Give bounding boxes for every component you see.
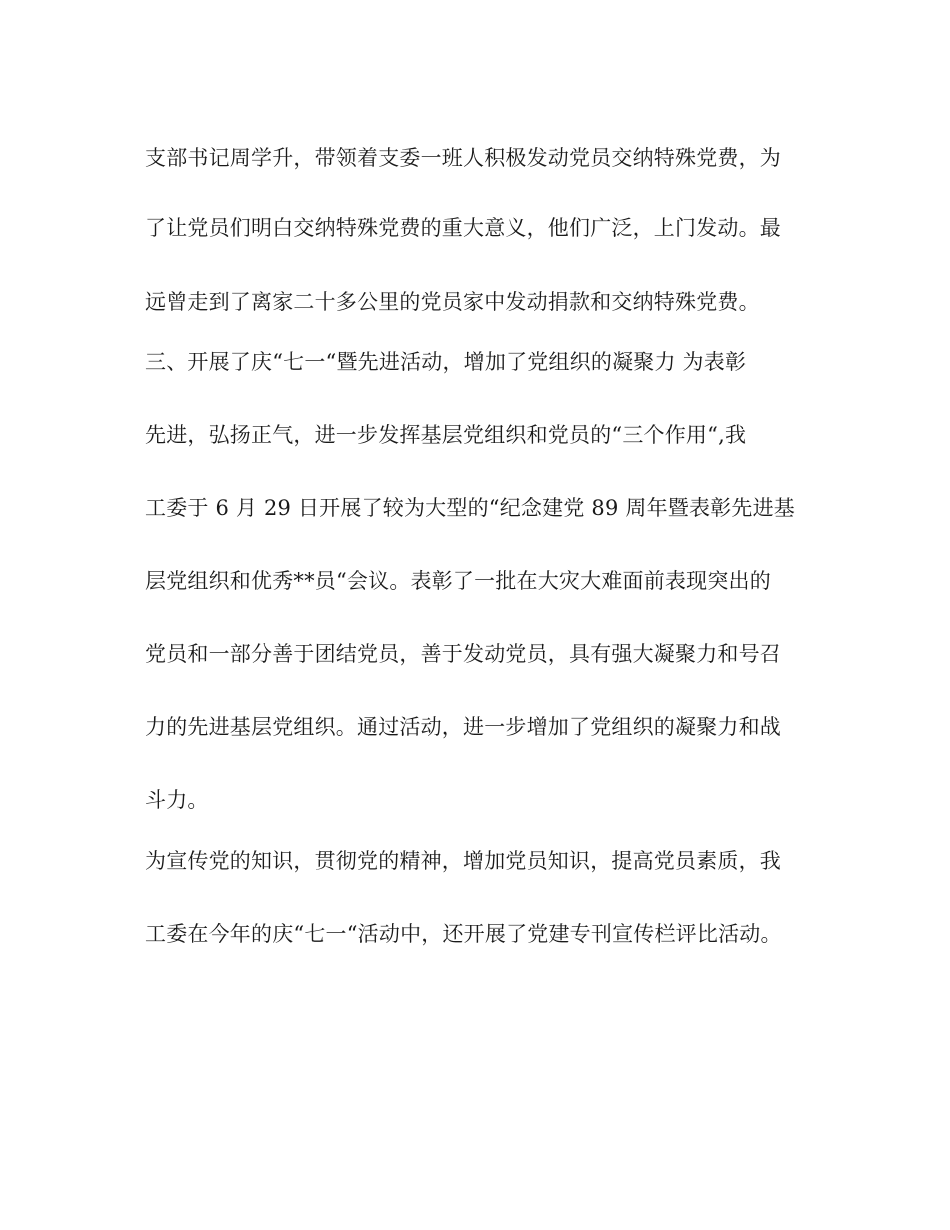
paragraph-start-line: 为宣传党的知识，贯彻党的精神，增加党员知识，提高党员素质，我 xyxy=(145,849,781,873)
text-line: 远曾走到了离家二十多公里的党员家中发动捐款和交纳特殊党费。 xyxy=(145,290,760,314)
text-line: 工委于 6 月 29 日开展了较为大型的“纪念建党 89 周年暨表彰先进基 xyxy=(145,496,795,520)
text-line: 力的先进基层党组织。通过活动，进一步增加了党组织的凝聚力和战 xyxy=(145,715,781,739)
text-line: 党员和一部分善于团结党员，善于发动党员，具有强大凝聚力和号召 xyxy=(145,642,781,666)
text-line: 工委在今年的庆“七一“活动中，还开展了党建专刊宣传栏评比活动。 xyxy=(145,922,782,946)
text-line: 层党组织和优秀**员“会议。表彰了一批在大灾大难面前表现突出的 xyxy=(145,569,771,593)
text-line: 斗力。 xyxy=(145,788,209,812)
section-heading-line: 三、开展了庆“七一“暨先进活动，增加了党组织的凝聚力 为表彰 xyxy=(145,350,747,374)
text-line: 先进，弘扬正气，进一步发挥基层党组织和党员的“三个作用“,我 xyxy=(145,423,747,447)
text-line: 支部书记周学升，带领着支委一班人积极发动党员交纳特殊党费，为 xyxy=(145,146,781,170)
text-line: 了让党员们明白交纳特殊党费的重大意义，他们广泛，上门发动。最 xyxy=(145,216,781,240)
